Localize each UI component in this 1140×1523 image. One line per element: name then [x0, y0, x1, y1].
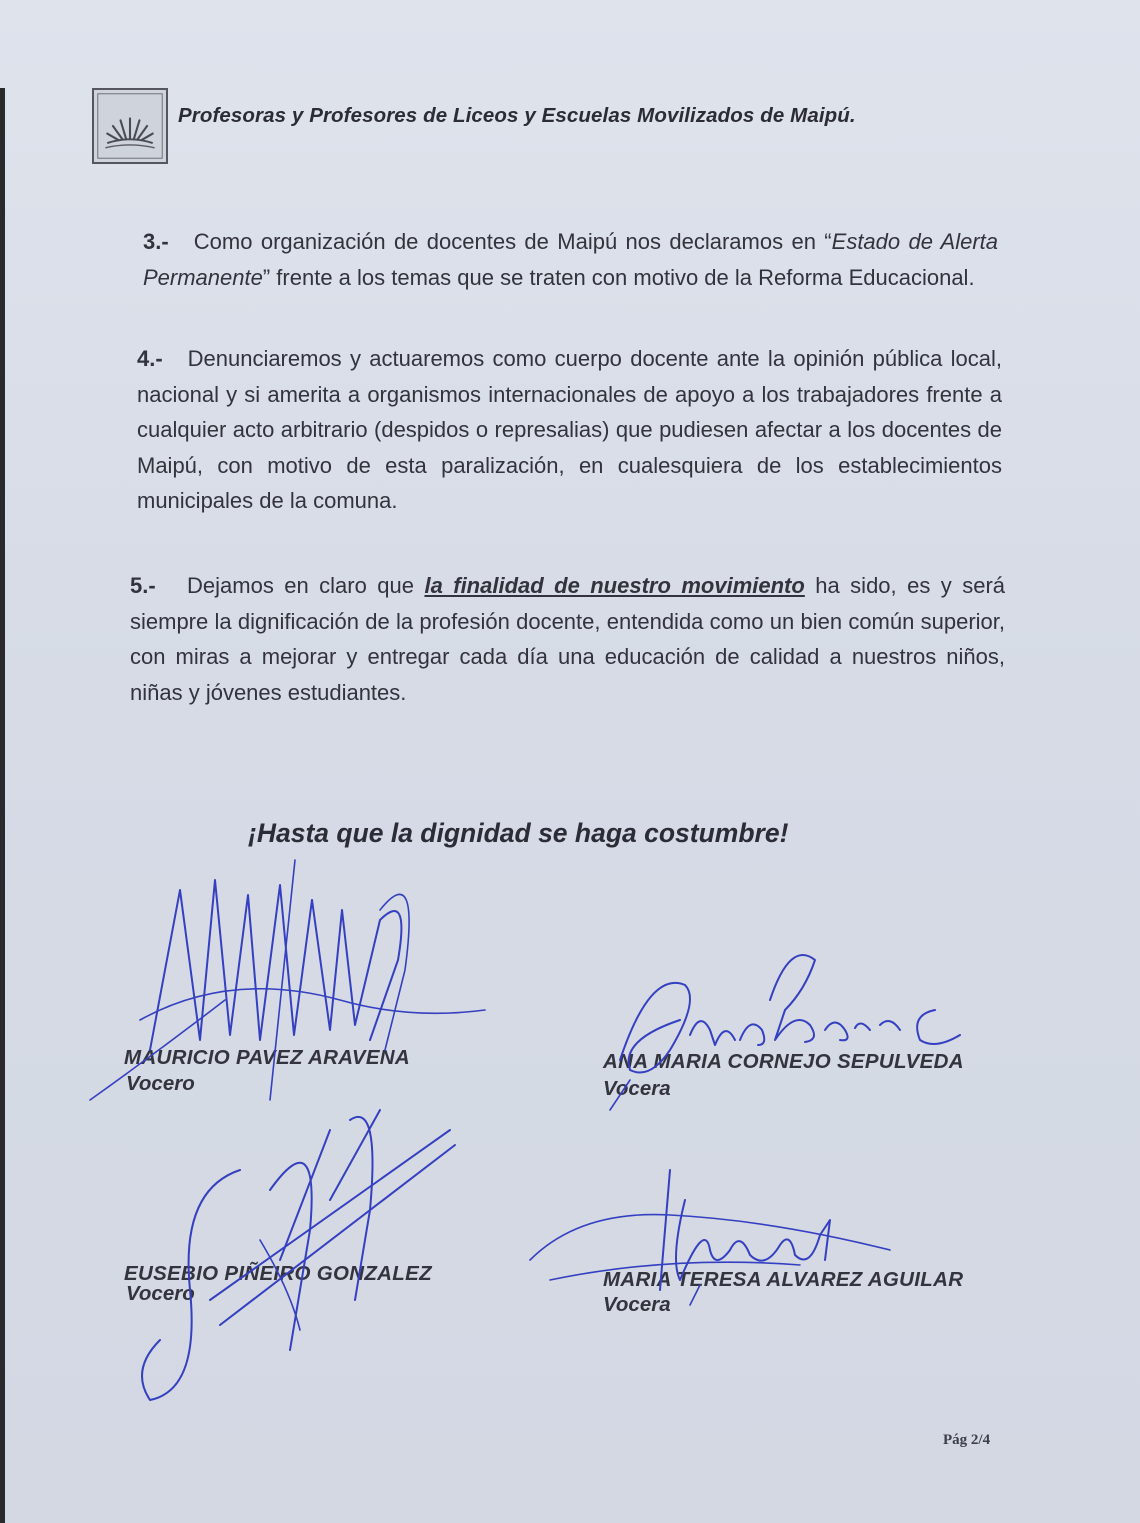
signature-eusebio-pineiro [120, 1090, 470, 1410]
movement-goal-emphasis: la finalidad de nuestro movimiento [424, 573, 805, 598]
paragraph-4 [137, 341, 1002, 519]
signatory-name: ANA MARIA CORNEJO SEPULVEDA [603, 1050, 964, 1073]
signature-mauricio-pavez [80, 850, 500, 1110]
organization-title: Profesoras y Profesores de Liceos y Escuelas Movilizados de Maipú. [178, 104, 856, 127]
paragraph-text: Denunciaremos y actuaremos como cuerpo docente ante la opinión pública local, nacional y si amerita a organismos internacionales de apoyo a los trabajadores frente a cualquier acto arbitrario (despidos o represalias) que pudiesen afectar a los docentes de Maipú, con motivo de esta paralización, en cualesquiera de los establecimientos municipales de la comuna. [137, 346, 1002, 513]
paragraph-text: Dejamos en claro que [187, 573, 425, 598]
paragraph-number: 3.- [143, 229, 169, 254]
signatory-name: EUSEBIO PIÑEIRO GONZALEZ [124, 1262, 432, 1285]
signatory-name: MAURICIO PAVEZ ARAVENA [124, 1046, 411, 1069]
page-number: Pág 2/4 [943, 1432, 991, 1448]
signatory-name: MARIA TERESA ALVAREZ AGUILAR [603, 1268, 964, 1291]
paragraph-5 [130, 568, 1005, 710]
paragraph-number: 5.- [130, 573, 156, 598]
closing-motto: ¡Hasta que la dignidad se haga costumbre! [248, 818, 789, 848]
paragraph-text: ha sido, es y será siempre la dignificación de la profesión docente, entendida como un bien común superior, con miras a mejorar y entregar cada día una educación de calidad a nuestros niños, niñas y jóvenes estudiantes. [130, 573, 1005, 705]
organization-logo-icon [92, 88, 168, 164]
paragraph-text: ” frente a los temas que se traten con motivo de la Reforma Educacional. [262, 264, 975, 290]
paragraph-3 [143, 224, 998, 295]
paragraph-number: 4.- [137, 346, 163, 371]
signatory-role: Vocera [603, 1077, 671, 1100]
paragraph-text: Como organización de docentes de Maipú nos declaramos en “ [193, 229, 832, 254]
scan-edge-shadow [0, 88, 5, 1523]
signatory-role: Vocero [126, 1282, 195, 1305]
alert-state-emphasis: Estado de Alerta Permanente [143, 229, 998, 290]
signatory-role: Vocero [126, 1072, 195, 1095]
signatory-role: Vocera [603, 1293, 671, 1316]
